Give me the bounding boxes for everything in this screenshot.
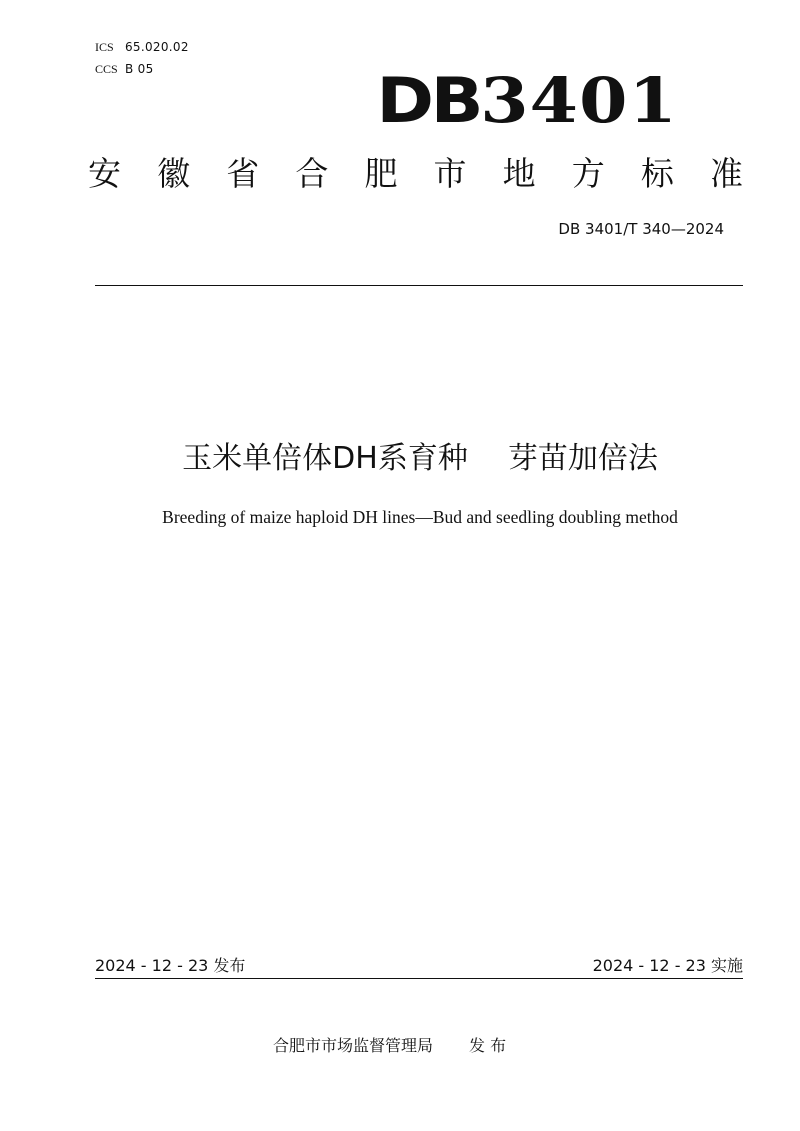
standard-mark-prefix: DB — [376, 64, 481, 137]
standard-type-char: 徽 — [157, 154, 191, 193]
publisher-name: 合肥市市场监督管理局 — [273, 1036, 434, 1055]
header-divider — [95, 285, 743, 286]
title-chinese — [0, 438, 800, 480]
issue-date: 2024 - 12 - 23 发布 — [95, 956, 246, 975]
standard-number: DB 3401/T 340—2024 — [558, 220, 724, 238]
ics-label: ICS — [95, 40, 114, 54]
title-chinese-sub: 芽苗加倍法 — [507, 441, 658, 476]
implementation-date: 2024 - 12 - 23 实施 — [592, 956, 743, 975]
ccs-value: B 05 — [125, 62, 154, 76]
standard-type-char: 安 — [88, 154, 121, 193]
ics-value: 65.020.02 — [125, 40, 189, 54]
standard-type-char: 地 — [502, 154, 536, 193]
standard-type-char: 方 — [571, 154, 605, 193]
standard-type-char: 标 — [640, 154, 674, 193]
standard-type-char: 市 — [433, 154, 467, 193]
standard-type-char: 合 — [295, 154, 329, 193]
footer-divider — [95, 978, 743, 979]
standard-type-char: 准 — [709, 154, 743, 193]
publisher-action: 发 布 — [469, 1036, 507, 1055]
title-english: Breeding of maize haploid DH lines—Bud and seedling doubling method — [162, 507, 678, 527]
ccs-label: CCS — [95, 62, 118, 76]
ics-line — [95, 40, 189, 54]
standard-type-heading — [88, 153, 743, 195]
publisher-line — [273, 1035, 506, 1057]
title-chinese-main: 玉米单倍体DH系育种 — [182, 441, 468, 476]
standard-mark — [0, 64, 678, 137]
standard-mark-number: 3401 — [480, 64, 678, 137]
standard-type-char: 肥 — [364, 154, 398, 193]
standard-type-char: 省 — [226, 154, 260, 193]
